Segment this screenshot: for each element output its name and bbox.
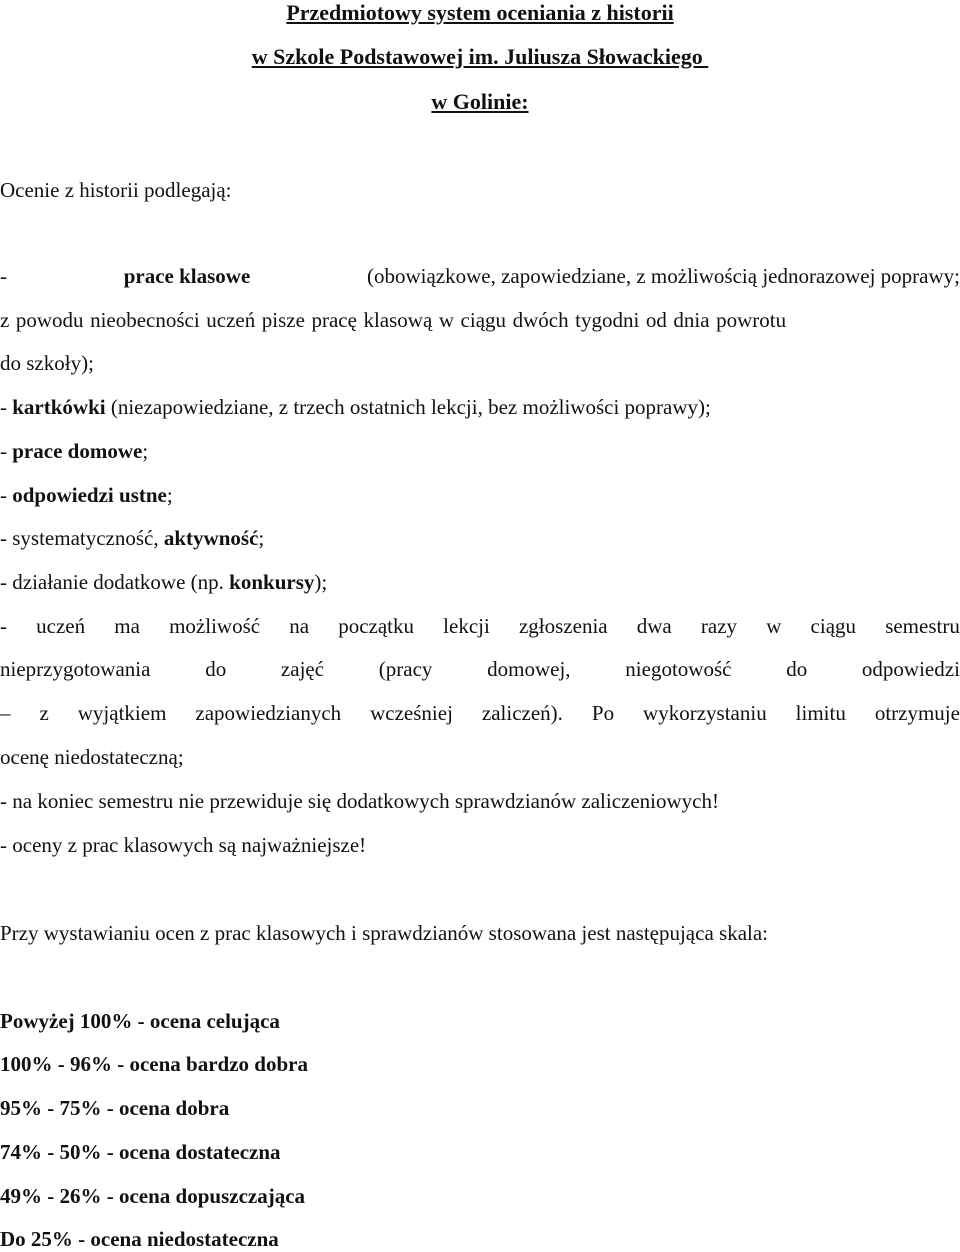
item-kartkowki <box>0 394 960 420</box>
scale-item: 100% - 96% - ocena bardzo dobra <box>0 1052 308 1076</box>
scale-item: 49% - 26% - ocena dopuszczająca <box>0 1184 306 1208</box>
word: do <box>205 657 227 681</box>
word: razy <box>700 614 738 638</box>
item-dash: - <box>0 264 7 288</box>
word: niegotowość <box>625 657 732 681</box>
scale-item: Do 25% - ocena niedostateczna <box>0 1227 279 1251</box>
item-systematycznosc-pre: - systematyczność, <box>0 526 164 550</box>
word: zapowiedzianych <box>195 701 342 725</box>
item-odpowiedzi-rest: ; <box>166 483 173 507</box>
item-systematycznosc-rest: ; <box>258 526 265 550</box>
word: Po <box>591 701 615 725</box>
item-dash: - <box>0 439 13 463</box>
word: w <box>766 614 782 638</box>
scale-item: 95% - 75% - ocena dobra <box>0 1096 230 1120</box>
scale-item: 74% - 50% - ocena dostateczna <box>0 1140 281 1164</box>
item-prace-klasowe-line-1 <box>0 263 960 289</box>
item-nieprzygotowanie-line-1 <box>0 613 960 639</box>
item-prace-domowe <box>0 438 960 464</box>
item-oceny: - oceny z prac klasowych są najważniejsze! <box>0 833 367 857</box>
word: zajęć <box>280 657 325 681</box>
word: – <box>0 701 11 725</box>
item-dash: - <box>0 483 13 507</box>
word: otrzymuje <box>874 701 960 725</box>
item-odpowiedzi-bold: odpowiedzi ustne <box>12 483 167 507</box>
document-title-line-1: Przedmiotowy system oceniania z historii <box>286 0 674 25</box>
word: zaliczeń). <box>481 701 563 725</box>
item-nieprzygotowanie-line-4: ocenę niedostateczną; <box>0 745 184 769</box>
item-nieprzygotowanie-line-3 <box>0 700 960 726</box>
item-konkursy-bold: konkursy <box>229 570 315 594</box>
item-kartkowki-bold: kartkówki <box>12 395 106 419</box>
word: możliwość <box>169 614 261 638</box>
word: ciągu <box>810 614 857 638</box>
word: - <box>0 614 7 638</box>
word: uczeń <box>36 614 86 638</box>
item-systematycznosc <box>0 525 960 551</box>
word: semestru <box>885 614 960 638</box>
word: limitu <box>795 701 846 725</box>
item-prace-klasowe-rest: (obowiązkowe, zapowiedziane, z możliwością jednorazowej poprawy; <box>366 264 960 288</box>
scale-intro: Przy wystawianiu ocen z prac klasowych i sprawdzianów stosowana jest następująca skala: <box>0 921 769 945</box>
intro-text: Ocenie z historii podlegają: <box>0 178 232 202</box>
word: do <box>786 657 808 681</box>
word: dwa <box>636 614 672 638</box>
word: ma <box>114 614 140 638</box>
item-aktywnosc-bold: aktywność <box>163 526 259 550</box>
word: początku <box>338 614 415 638</box>
item-dash: - <box>0 395 13 419</box>
word: wyjątkiem <box>77 701 167 725</box>
item-dzialanie <box>0 569 960 595</box>
item-prace-klasowe-bold: prace klasowe <box>123 264 251 288</box>
item-prace-domowe-rest: ; <box>142 439 149 463</box>
document-title-line-2: w Szkole Podstawowej im. Juliusza Słowackiego <box>251 44 709 69</box>
word: wcześniej <box>370 701 453 725</box>
word: domowej, <box>487 657 571 681</box>
scale-item: Powyżej 100% - ocena celująca <box>0 1009 280 1033</box>
item-dzialanie-rest: ); <box>314 570 328 594</box>
item-odpowiedzi <box>0 482 960 508</box>
word: wykorzystaniu <box>643 701 767 725</box>
word: z <box>39 701 49 725</box>
item-na-koniec: - na koniec semestru nie przewiduje się dodatkowych sprawdzianów zaliczeniowych! <box>0 789 719 813</box>
word: nieprzygotowania <box>0 657 151 681</box>
word: lekcji <box>443 614 490 638</box>
item-nieprzygotowanie-line-2 <box>0 656 960 682</box>
item-prace-klasowe-line-3: do szkoły); <box>0 351 94 375</box>
document-title-line-3: w Golinie: <box>431 89 529 114</box>
item-dzialanie-pre: - działanie dodatkowe (np. <box>0 570 230 594</box>
item-kartkowki-rest: (niezapowiedziane, z trzech ostatnich lekcji, bez możliwości poprawy); <box>105 395 711 419</box>
word: zgłoszenia <box>518 614 608 638</box>
word: odpowiedzi <box>861 657 960 681</box>
word: na <box>289 614 310 638</box>
item-prace-klasowe-line-2: z powodu nieobecności uczeń pisze pracę klasową w ciągu dwóch tygodni od dnia powrotu <box>0 308 787 332</box>
item-prace-domowe-bold: prace domowe <box>12 439 143 463</box>
word: (pracy <box>378 657 433 681</box>
